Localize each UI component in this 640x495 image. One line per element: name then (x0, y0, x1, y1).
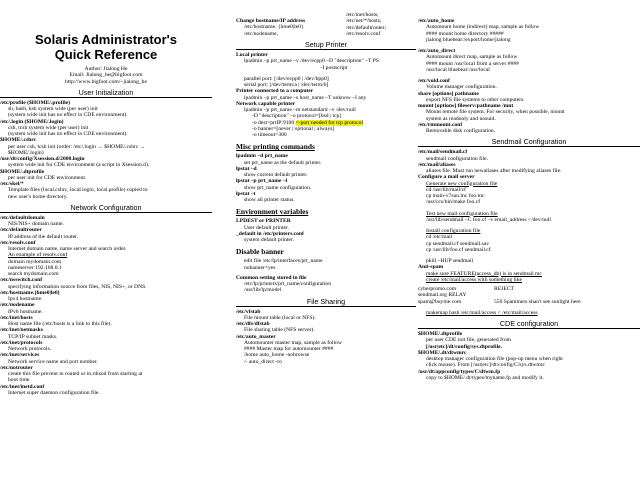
text-line: cp /usr/lib/foo.cf sendmail.cf (426, 246, 491, 253)
hostname-file: /etc/hostname. {hme0|le0} (244, 24, 304, 31)
text-line: TCP/IP subnet masks. (8, 333, 58, 340)
section-header-disable-banner: Disable banner (236, 247, 284, 257)
text-line: /usr/local bluebear:/usr/local (426, 66, 490, 73)
printer-list-2 (236, 126, 416, 139)
user-init-list (0, 100, 212, 200)
text-line: Automount direct map, sample as follow (426, 54, 518, 61)
text-line: lpadmin –p prt_name –v /dev/ecpp0 –D "description" –T PS (244, 58, 379, 65)
spam-table (418, 286, 640, 305)
text-line: specifying information source from files, NIS, NIS+, or DNS. (8, 283, 147, 290)
text-line: /etc/defaultdomain (0, 214, 45, 221)
column-middle (236, 0, 416, 365)
text-line: Configure a mail server (418, 174, 475, 181)
text-line: $HOME/.cshrc (0, 137, 37, 144)
text-line: per user csh, tcsh init (order: /etc/.login → $HOME/.cshrc → (8, 143, 146, 150)
text-line: create this file prevent in routed or in.rdisod from starting at (8, 371, 143, 377)
text-line: per user CDE init file, generated from (426, 337, 511, 344)
text-line: /etc/nsswitch.conf (0, 277, 43, 284)
text-line: $HOME/.login) (8, 149, 44, 156)
text-line: Ipv4 hostname. (8, 296, 43, 302)
text-line: Host name file (/etc/hosts is a link to this file). (8, 321, 112, 327)
text-line: /etc/inet/netmasks (0, 327, 43, 334)
text-line: (system wide init has no effect in CDE environment). (8, 131, 128, 137)
text-line: Local printer (236, 52, 268, 58)
text-line: File sharing table (NFS server). (244, 327, 315, 334)
hostname-label: Change hostname/IP address (236, 18, 306, 24)
text-line: parallel port: [/dev/ecpp0 | /dev/bpp0] (244, 75, 329, 82)
text-line: nobanner=yes (244, 264, 276, 271)
text-line: Generate new configuration file (426, 180, 498, 187)
text-line: sh, bash, ksh system wide (per user) init (8, 106, 98, 112)
text-line: NIS/NIS+ domain name. (8, 221, 64, 227)
text-line: copy to $HOME/.dt/types/myname.fp and modify it. (426, 374, 544, 381)
text-line: sendmail configuration file. (426, 155, 488, 162)
resolv-file: /etc/resolv.conf (346, 30, 381, 37)
text-line: make sure FEATURE(access_db) is in sendmail.mc (426, 270, 542, 277)
hostname-block (236, 12, 416, 37)
text-line: lpstat –d (236, 165, 257, 172)
text-line: IPv6 hostname. (8, 308, 43, 315)
text-line: Mount remote file system. For security, when possible, mount (426, 109, 565, 116)
common-list (236, 281, 416, 294)
automount-list (418, 18, 640, 134)
text-line: Network capable printer (236, 100, 296, 107)
text-line: show current default printer. (244, 172, 308, 178)
text-line: Printer connected to a computer (236, 88, 314, 95)
text-line: set prt_name as the default printer. (244, 159, 322, 166)
text-line: system default printer. (244, 237, 294, 243)
text-line: new user's home directory. (8, 193, 68, 200)
section-header-sendmail: Sendmail Configuration (418, 137, 640, 147)
text-line: cp sendmail.cf sendmail.sav (426, 240, 490, 247)
text-line: /home auto_home -nobrowse (244, 352, 310, 359)
text-line: /etc/skel/* (0, 181, 24, 187)
text-line: /usr/lib/sendmail –C foo.cf –v email_address </dev/null (426, 216, 551, 223)
text-line: Automounter master map, sample as follow (244, 339, 342, 346)
text-line: -o timeout=300 (252, 132, 287, 138)
text-line: mount [options] fileserv:pathname /mnt (418, 103, 514, 109)
section-header-user-init: User Initialization (0, 88, 212, 98)
doc-title-line1: Solaris Administrator's (34, 32, 178, 47)
text-line: search mydomain.com (8, 271, 59, 277)
text-line: /etc/nodename (0, 302, 35, 309)
text-line: -o banner=[never | optional | always] (252, 125, 335, 132)
text-line: An example of resolv.conf (8, 252, 68, 259)
text-line: (system wide init has no effect in CDE environment). (8, 112, 128, 119)
column-left (0, 0, 212, 396)
text-line: Removable disk configuration. (426, 128, 496, 134)
text-line: Test new mail configuration file (426, 210, 498, 217)
spam-row-1-key: cyberpromo.com (418, 286, 457, 292)
text-line: $HOME/.dtprofile (418, 331, 463, 337)
text-line: edit file /etc/lp/interfaces/prt_name (244, 258, 323, 265)
text-line: /etc/hostname.{hme0|le0} (0, 289, 60, 296)
text-line: /etc/inet/inetd.conf (0, 383, 45, 390)
text-line: /etc/profile ($HOME/.profile) (0, 99, 71, 106)
text-line: /etc/auto_home (418, 18, 455, 24)
printer-list (236, 52, 416, 120)
text-line: /etc/mail/aliases (418, 161, 456, 168)
text-line: lpadmin –p prt_name –s host_name –T unknow –I any (244, 94, 367, 101)
text-line: share [options] pathname (418, 90, 479, 97)
text-line: _default in /etc/printers.conf (236, 230, 304, 237)
homepage-url: http://www.bigfoot.com/~jialong_he (65, 78, 147, 85)
section-header-env: Environment variables (236, 207, 309, 217)
section-header-file-sharing: File Sharing (236, 297, 416, 307)
text-line: domain mydomain.com (8, 258, 62, 265)
spam-row-1-value: REJECT (494, 286, 514, 292)
text-line: /etc/vfstab (236, 308, 261, 315)
text-line: lpstat –t (236, 190, 256, 197)
misc-list (236, 153, 416, 203)
text-line: User default printer. (244, 224, 289, 231)
sendmail-list (418, 149, 640, 286)
text-line: system as readonly and nosuid. (426, 115, 496, 122)
text-line: boot time. (8, 377, 31, 384)
text-line: #### Master map for automounter #### (244, 346, 334, 352)
text-line: create /etc/mail/access with something like (426, 276, 522, 283)
text-line: serial port: [/dev/term/a | /dev/term/b] (244, 82, 329, 88)
env-list (236, 218, 416, 243)
net-hosts-file: /etc/net/*/hosts; (346, 18, 382, 25)
text-line: desktop manager configuration file (pop-up menu when right (426, 356, 563, 362)
text-line: Network service name and port number. (8, 358, 98, 365)
cde-list (418, 331, 640, 381)
text-line: Install configuration file (426, 228, 481, 234)
text-line: /usr/dt/config/Xsession.d/2000.login (0, 156, 85, 162)
text-line: IP address of the default router. (8, 233, 79, 240)
nodename-file: /etc/nodename, (244, 30, 279, 37)
text-line: $HOME/.dt/dtwmrc (418, 349, 467, 356)
text-line: /etc/inet/services (0, 352, 40, 359)
column-right (418, 0, 640, 381)
printer-dest: -o dest=prtIP:9100 (252, 119, 295, 126)
text-line: /etc/inet/hosts (0, 314, 33, 321)
text-line: system wide init for CDE environment (a script in Xsession.d). (8, 162, 150, 169)
spam-row-2-key: sendmail.org RELAY (418, 292, 467, 299)
text-line: show all printer status. (244, 197, 295, 203)
text-line: /etc/auto_master (236, 333, 276, 340)
section-header-common: Common setting stored in file (236, 274, 307, 281)
section-header-network: Network Configuration (0, 203, 212, 213)
text-line: /- auto_direct -ro (244, 358, 282, 365)
text-line: nameserver 192.168.0.1 (8, 264, 62, 271)
text-line: #### mount /usr/local from a server #### (426, 60, 519, 67)
text-line: cd /etc/mail (426, 234, 453, 241)
text-line: -I postscript (320, 64, 348, 71)
author: Author: Jialong He (84, 66, 128, 72)
text-line: /usr/ccs/bin/make foo.cf (426, 199, 481, 206)
text-line: Template files (local.cshrc, local.login, local.profile) copied to (8, 187, 148, 194)
text-line: /etc/auto_direct (418, 48, 456, 54)
hosts-file: /etc/inet/hosts; (346, 12, 379, 18)
text-line: lpstat –p prt_name –l (236, 178, 288, 185)
text-line: /etc/notrouter (0, 364, 33, 371)
text-line: cp main-v7sun.mc foo.mc (426, 193, 485, 199)
text-line: /etc/mail/sendmail.cf (418, 149, 468, 156)
text-line: File mount table (local or NFS). (244, 314, 316, 321)
spam-row-3-key: spam@buyme.com (418, 298, 462, 305)
text-line: Network protocols. (8, 346, 52, 352)
disable-list (236, 258, 416, 271)
spam-row-3-value: 550 Spammers shan't see sunlight here (494, 298, 581, 305)
text-line: /usr/lib/lp/model (244, 287, 282, 294)
text-line: Anti-spam (418, 264, 444, 271)
text-line: Internet super daemon configuration file. (8, 389, 100, 396)
text-line: click mouse). From [/usr|etc]/dt/config/C/sys.dtwmrc (426, 362, 546, 369)
text-line: -D "description" –o protocol=[bsd | tcp] (252, 113, 342, 120)
text-line: /etc/inet/protocols (0, 339, 43, 346)
text-line: /etc/lp/printers/prt_name/configuration (244, 281, 331, 287)
text-line: pkill –HUP sendmail (426, 258, 474, 264)
network-list (0, 215, 212, 396)
text-line: /etc/vold.conf (418, 78, 450, 84)
text-line: cd /usr/lib/mail/cf (426, 186, 466, 193)
makemap-command: makemap hash /etc/mail/access < /etc/mail/access (426, 309, 538, 316)
text-line: Internet domain name, name server and search order. (8, 246, 127, 252)
text-line: [/usr|etc]/dt/config/sys.dtprofile. (426, 343, 503, 350)
doc-title-line2: Quick Reference (54, 47, 158, 62)
section-header-cde: CDE configuration (418, 319, 640, 329)
text-line: /etc/.login ($HOME/.login) (0, 118, 64, 125)
section-header-setup-printer: Setup Printer (236, 40, 416, 50)
text-line: csh, tcsh system wide (per user) init (8, 124, 89, 131)
text-line: /etc/dfs/dfstab (236, 321, 270, 327)
defaultrouter-file: /etc/defaultrouter; (346, 24, 387, 31)
text-line: per user init for CDE environment. (8, 174, 87, 181)
text-line: /usr/dt/appconfig/types/C/dtwm.fp (418, 368, 501, 375)
printer-dest-note: <-port needed for tcp protocol (295, 119, 364, 126)
text-line: LPDEST or PRINTER (236, 218, 291, 225)
text-line: #### mount home directory ##### (426, 30, 504, 37)
email: Email: Jialong_he@bigfoot.com (69, 72, 143, 79)
text-line: export NFS file systems to other computers. (426, 96, 525, 103)
text-line: Automount home (indirect) map, sample as follow (426, 24, 540, 31)
text-line: lpadmin –p prt_name –m netstandard –v /dev/null (244, 107, 356, 113)
text-line: lpadmin –d prt_name (236, 153, 288, 160)
text-line: jialong bluebear:/export/home/jialong (426, 36, 511, 43)
text-line: aliases file. Must run newaliases after modifying aliases file. (426, 168, 562, 174)
text-line: /etc/resolv.conf (0, 239, 36, 246)
text-line: Volume manager configuration. (426, 84, 497, 91)
fileshare-list (236, 309, 416, 365)
text-line: /etc/defaultrouter (0, 227, 42, 234)
text-line: /etc/rmmount.conf (418, 121, 463, 128)
text-line: $HOME/.dtprofile (0, 168, 45, 175)
text-line: show prt_name configuration. (244, 184, 312, 191)
section-header-misc: Misc printing commands (236, 142, 315, 152)
